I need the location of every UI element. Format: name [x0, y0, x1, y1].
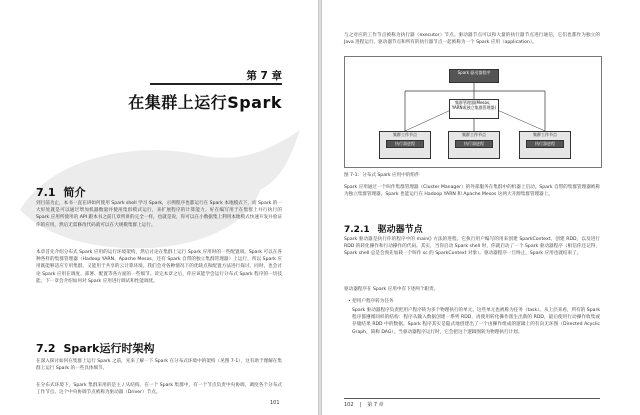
- worker-label: 集群工作节点: [393, 132, 417, 137]
- section-number: 7.2: [36, 342, 56, 355]
- page-footer: 102 | 第 7 章: [344, 398, 600, 408]
- executor-node: 执行器进程: [526, 140, 564, 148]
- chapter-rule: [150, 83, 282, 85]
- worker-node: [379, 131, 431, 159]
- driver-node: Spark 驱动器程序: [449, 69, 499, 83]
- left-page: [0, 0, 318, 415]
- page-number: 102: [344, 402, 354, 408]
- executor-node: 执行器进程: [386, 140, 424, 148]
- paragraph: 驱动器程序在 Spark 应用中有下述两个职责。: [344, 287, 439, 292]
- section-heading: [36, 184, 86, 200]
- section-number: 7.2.1: [344, 225, 370, 235]
- section-title: 简介: [63, 186, 86, 199]
- worker-node: [448, 131, 500, 159]
- chapter-title: 在集群上运行Spark: [128, 93, 282, 112]
- paragraph: Spark 应用通过一个叫作集群管理器（Cluster Manager）的外部服务在集群中的机器上启动。Spark 自带的集群管理器被称为独立集群管理器。Spark 也能运行在 Hadoop YARN 和 Apache Mesos 这两大开源集群管理器上。: [344, 185, 600, 198]
- right-page: [322, 0, 640, 415]
- paragraph: Spark 驱动器程序负责把用户程序转为多个物理执行的单元，这些单元也被称为任务（task）。从上层来看，所有的 Spark 程序都遵循同样的结构：程序从输入数据创建一系列 RDD，再使用转化操作派生出新的 RDD，最后使用行动操作收集或存储结果 RDD 中的数据。Spark 程序其实是隐式地创建出了一个由操作组成的逻辑上的有向无环图（Directed Acyclic Graph，简称 DAG）。当驱动器程序运行时，它会把这个逻辑图转为物理执行计划。: [352, 308, 600, 335]
- worker-label: 集群工作节点: [462, 132, 486, 137]
- worker-label: 集群工作节点: [533, 132, 557, 137]
- section-heading: [36, 340, 154, 356]
- paragraph: 在分布式环境下，Spark 集群采用的是主 / 从结构。在一个 Spark 集群中，有一个节点负责中央协调，调度各个分布式工作节点。这个中央协调节点被称为驱动器（Driver）节点。: [36, 383, 282, 396]
- paragraph: Spark 驱动器是执行你的程序中的 main() 方法的进程。它执行用户编写的用来创建 SparkContext、创建 RDD，以及进行 RDD 的转化操作和行动操作的代码。其实，当你启动 Spark shell 时，你就启动了一个 Spark 驱动器程序（相信你还记得，Spark shell 总是会预先加载一个叫作 sc 的 SparkContext 对象）。驱动器程序一旦终止，Spark 应用也就结束了。: [344, 237, 600, 257]
- cluster-manager-node: 集群管理器(Mesos、YARN或独立集群管理器): [449, 99, 499, 119]
- paragraph: 本章首先介绍分布式 Spark 应用的运行环境架构，然后讨论在集群上运行 Spark 应用时的一些配置项。Spark 可以在各种各样的集群管理器（Hadoop YARN、Apache Mesos，还有 Spark 自带的独立集群管理器）上运行，所以 Spark 应用既能够适应专用集群，又能用于共享的云计算环境。我们会对各种情况下的优缺点和配置方法进行探讨。同时，也会讨论 Spark 应用在调度、部署、配置等各方面的一些细节。读完本章之后，你应该能学会运行分布式 Spark 程序的一切技能。下一章会介绍如何对 Spark 应用进行调试和性能调优。: [36, 250, 282, 284]
- section-heading: [344, 222, 423, 235]
- section-title: Spark运行时架构: [63, 342, 155, 355]
- section-number: 7.1: [36, 186, 56, 199]
- page-number: 101: [270, 400, 280, 406]
- worker-node: [519, 131, 571, 159]
- section-title: 驱动器节点: [377, 225, 423, 235]
- bullet-item: • 把用户程序转为任务: [348, 299, 394, 304]
- chapter-label: 第 7 章: [246, 70, 282, 82]
- figure-caption: 图 7-1：分布式 Spark 应用中的组件: [344, 173, 420, 178]
- paragraph: 在深入探讨如何在集群上运行 Spark 之前，先来了解一下 Spark 在分布式环境中的架构（见图 7-1），这有助于理解在集群上运行 Spark 的一些具体细节。: [36, 359, 282, 372]
- paragraph: 与之对应的工作节点被称为执行器（executor）节点。驱动器节点可以和大量的执行器节点进行通信，它们也都作为独立的 Java 进程运行。驱动器节点和所有的执行器节点一起被称为一个 Spark 应用（application）。: [344, 33, 600, 46]
- architecture-figure: [344, 56, 602, 168]
- paragraph: 到目前为止，本书一直在讲如何使用 Spark shell 学习 Spark，示例程序也都运行在 Spark 本地模式下，而 Spark 的一大好处就是可以通过增加机器数量并使用集群模式运行，来扩展程序的计算能力。好在编写用于在集群上并行执行的 Spark 应用所使用的 API 跟本书之前几章所讲的完全一样，也就是说，你可以在小数据集上利用本地模式快速开发并验证你的应用，然后无需修改代码就可以在大规模集群上运行。: [36, 201, 282, 228]
- footer-chapter: 第 7 章: [367, 402, 384, 408]
- executor-node: 执行器进程: [455, 140, 493, 148]
